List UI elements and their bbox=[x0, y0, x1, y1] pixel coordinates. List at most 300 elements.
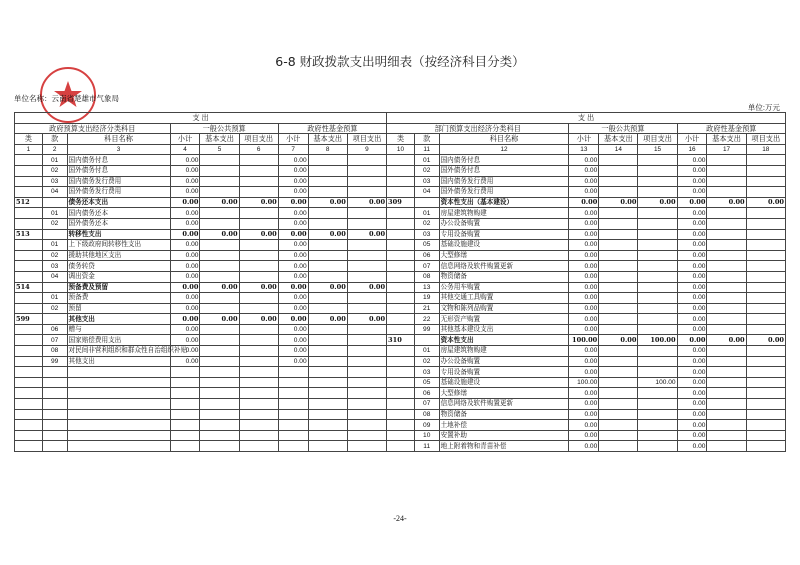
right-cell bbox=[599, 377, 638, 388]
left-cell bbox=[200, 324, 239, 335]
left-cell bbox=[347, 420, 386, 431]
table-row bbox=[15, 409, 786, 420]
table-row bbox=[15, 229, 786, 240]
right-cell: 0.00 bbox=[746, 335, 785, 346]
left-cell bbox=[239, 377, 278, 388]
left-cell bbox=[347, 250, 386, 261]
left-cell: 0.00 bbox=[200, 282, 239, 293]
right-cell: 08 bbox=[414, 409, 439, 420]
left-cell bbox=[170, 420, 200, 431]
left-cell: 0.00 bbox=[170, 261, 200, 272]
left-cell: 99 bbox=[42, 356, 67, 367]
right-cell: 大型修缮 bbox=[439, 388, 569, 399]
left-cell bbox=[170, 377, 200, 388]
right-cell bbox=[599, 430, 638, 441]
right-cell bbox=[638, 271, 677, 282]
left-cell: 03 bbox=[42, 261, 67, 272]
left-cell bbox=[308, 240, 347, 251]
right-cell bbox=[387, 409, 415, 420]
left-cell: 07 bbox=[42, 335, 67, 346]
left-cell bbox=[200, 346, 239, 357]
left-cell: 02 bbox=[42, 303, 67, 314]
right-cell: 07 bbox=[414, 261, 439, 272]
right-cell bbox=[387, 187, 415, 198]
right-cell bbox=[638, 399, 677, 410]
right-cell bbox=[638, 409, 677, 420]
right-cell bbox=[638, 240, 677, 251]
left-cell bbox=[308, 303, 347, 314]
right-cell bbox=[638, 218, 677, 229]
left-cell bbox=[15, 367, 43, 378]
table-row bbox=[15, 271, 786, 282]
right-cell bbox=[599, 250, 638, 261]
right-cell: 国外债务付息 bbox=[439, 165, 569, 176]
right-cell bbox=[638, 208, 677, 219]
subheader-kuan: 款 bbox=[414, 134, 439, 145]
right-cell: 0.00 bbox=[569, 346, 599, 357]
right-cell: 08 bbox=[414, 271, 439, 282]
left-cell bbox=[15, 399, 43, 410]
left-cell: 0.00 bbox=[170, 229, 200, 240]
left-cell: 513 bbox=[15, 229, 43, 240]
right-cell: 06 bbox=[414, 388, 439, 399]
left-cell bbox=[347, 399, 386, 410]
left-cell bbox=[239, 388, 278, 399]
left-cell bbox=[239, 250, 278, 261]
left-cell bbox=[347, 271, 386, 282]
left-cell: 514 bbox=[15, 282, 43, 293]
left-cell bbox=[170, 430, 200, 441]
left-cell: 上下级政府间转移性支出 bbox=[67, 240, 170, 251]
right-cell bbox=[387, 218, 415, 229]
right-cell bbox=[638, 293, 677, 304]
left-cell bbox=[200, 367, 239, 378]
left-cell bbox=[347, 430, 386, 441]
column-number: 18 bbox=[746, 144, 785, 155]
right-cell bbox=[707, 441, 746, 452]
left-cell bbox=[15, 240, 43, 251]
table-row bbox=[15, 187, 786, 198]
left-cell: 其他支出 bbox=[67, 314, 170, 325]
left-cell bbox=[239, 356, 278, 367]
left-cell bbox=[239, 441, 278, 452]
left-cell: 0.00 bbox=[278, 250, 308, 261]
right-cell: 文物和陈列品购置 bbox=[439, 303, 569, 314]
right-cell bbox=[746, 218, 785, 229]
left-cell bbox=[278, 367, 308, 378]
left-cell: 对民间非营利组织和群众性自治组织补贴 bbox=[68, 347, 188, 355]
left-cell: 0.00 bbox=[308, 229, 347, 240]
right-cell bbox=[707, 346, 746, 357]
page-number: -24- bbox=[393, 514, 407, 523]
left-cell bbox=[347, 388, 386, 399]
right-cell bbox=[707, 240, 746, 251]
right-cell: 0.00 bbox=[569, 165, 599, 176]
left-cell bbox=[200, 271, 239, 282]
left-cell: 债务转贷 bbox=[67, 261, 170, 272]
page-title: 6-8 财政拨款支出明细表（按经济科目分类） bbox=[275, 54, 525, 69]
left-cell bbox=[15, 271, 43, 282]
header-general-left: 一般公共预算 bbox=[170, 123, 278, 134]
left-cell bbox=[308, 187, 347, 198]
right-cell: 国内债务发行费用 bbox=[439, 176, 569, 187]
subheader-kuan: 款 bbox=[42, 134, 67, 145]
left-cell bbox=[42, 367, 67, 378]
left-cell bbox=[239, 367, 278, 378]
right-cell bbox=[387, 314, 415, 325]
table-row bbox=[15, 367, 786, 378]
right-cell: 0.00 bbox=[677, 271, 707, 282]
left-cell bbox=[200, 388, 239, 399]
left-cell bbox=[278, 399, 308, 410]
right-cell bbox=[638, 155, 677, 166]
right-cell: 01 bbox=[414, 346, 439, 357]
left-cell bbox=[67, 430, 170, 441]
right-cell: 0.00 bbox=[569, 409, 599, 420]
subheader-xiangmu: 项目支出 bbox=[638, 134, 677, 145]
right-cell: 土地补偿 bbox=[439, 420, 569, 431]
column-number: 6 bbox=[239, 144, 278, 155]
left-cell: 0.00 bbox=[170, 176, 200, 187]
table-row bbox=[15, 165, 786, 176]
subheader-xiaoji: 小计 bbox=[569, 134, 599, 145]
left-cell bbox=[308, 420, 347, 431]
right-cell bbox=[707, 187, 746, 198]
right-cell bbox=[707, 176, 746, 187]
left-cell: 0.00 bbox=[170, 303, 200, 314]
left-cell bbox=[15, 420, 43, 431]
right-cell bbox=[746, 441, 785, 452]
right-cell: 0.00 bbox=[677, 208, 707, 219]
left-cell bbox=[42, 229, 67, 240]
left-cell: 调出资金 bbox=[67, 271, 170, 282]
left-cell bbox=[200, 261, 239, 272]
column-number: 17 bbox=[707, 144, 746, 155]
left-cell bbox=[347, 176, 386, 187]
right-cell bbox=[707, 324, 746, 335]
table-row bbox=[15, 356, 786, 367]
left-cell bbox=[239, 335, 278, 346]
right-cell bbox=[638, 261, 677, 272]
column-number: 9 bbox=[347, 144, 386, 155]
left-cell bbox=[239, 324, 278, 335]
left-cell bbox=[239, 240, 278, 251]
left-cell bbox=[308, 441, 347, 452]
right-cell bbox=[599, 187, 638, 198]
right-cell: 05 bbox=[414, 377, 439, 388]
left-cell bbox=[15, 430, 43, 441]
left-cell bbox=[200, 441, 239, 452]
left-cell bbox=[308, 335, 347, 346]
left-cell: 0.00 bbox=[170, 165, 200, 176]
right-cell bbox=[638, 165, 677, 176]
right-cell bbox=[599, 399, 638, 410]
right-cell bbox=[387, 303, 415, 314]
right-cell bbox=[707, 293, 746, 304]
right-cell: 0.00 bbox=[677, 176, 707, 187]
left-cell: 0.00 bbox=[170, 324, 200, 335]
right-cell: 22 bbox=[414, 314, 439, 325]
left-cell bbox=[239, 208, 278, 219]
left-cell bbox=[347, 324, 386, 335]
subheader-xiangmu: 项目支出 bbox=[746, 134, 785, 145]
right-cell: 0.00 bbox=[569, 314, 599, 325]
right-cell bbox=[746, 261, 785, 272]
left-cell bbox=[15, 324, 43, 335]
right-cell: 19 bbox=[414, 293, 439, 304]
left-cell bbox=[42, 388, 67, 399]
left-cell bbox=[200, 293, 239, 304]
left-cell: 0.00 bbox=[170, 282, 200, 293]
right-cell bbox=[599, 346, 638, 357]
header-left-group: 政府预算支出经济分类科目 bbox=[15, 123, 171, 134]
table-row bbox=[15, 261, 786, 272]
table-row bbox=[15, 377, 786, 388]
left-cell: 预备费 bbox=[67, 293, 170, 304]
right-cell bbox=[599, 303, 638, 314]
left-cell bbox=[308, 388, 347, 399]
column-number: 1 bbox=[15, 144, 43, 155]
right-cell bbox=[599, 388, 638, 399]
header-fund-left: 政府性基金预算 bbox=[278, 123, 386, 134]
right-cell: 01 bbox=[414, 208, 439, 219]
right-cell: 0.00 bbox=[677, 420, 707, 431]
left-cell: 其他支出 bbox=[67, 356, 170, 367]
left-cell bbox=[239, 261, 278, 272]
left-cell: 0.00 bbox=[200, 197, 239, 208]
right-cell bbox=[746, 388, 785, 399]
right-cell bbox=[746, 420, 785, 431]
left-cell: 0.00 bbox=[278, 282, 308, 293]
right-cell: 专用设备购置 bbox=[439, 367, 569, 378]
right-cell: 0.00 bbox=[569, 293, 599, 304]
column-number: 11 bbox=[414, 144, 439, 155]
left-cell: 0.00 bbox=[170, 346, 200, 357]
right-cell: 310 bbox=[387, 335, 415, 346]
right-cell bbox=[746, 324, 785, 335]
left-cell bbox=[200, 187, 239, 198]
right-cell bbox=[414, 197, 439, 208]
left-cell: 国内债务付息 bbox=[67, 155, 170, 166]
left-cell bbox=[308, 409, 347, 420]
left-cell bbox=[170, 367, 200, 378]
table-row bbox=[15, 250, 786, 261]
right-cell bbox=[599, 176, 638, 187]
right-cell bbox=[746, 155, 785, 166]
left-cell: 转移性支出 bbox=[67, 229, 170, 240]
right-cell bbox=[599, 155, 638, 166]
right-cell: 02 bbox=[414, 165, 439, 176]
left-cell bbox=[200, 240, 239, 251]
right-cell: 0.00 bbox=[677, 229, 707, 240]
left-cell bbox=[308, 377, 347, 388]
right-cell: 其他交通工具购置 bbox=[439, 293, 569, 304]
right-cell bbox=[707, 261, 746, 272]
left-cell: 国外债务发行费用 bbox=[67, 187, 170, 198]
left-cell: 0.00 bbox=[278, 208, 308, 219]
right-cell: 0.00 bbox=[599, 197, 638, 208]
left-cell: 国家赔偿费用支出 bbox=[67, 335, 170, 346]
left-cell bbox=[239, 420, 278, 431]
left-cell: 赠与 bbox=[67, 324, 170, 335]
right-cell: 物资储备 bbox=[439, 271, 569, 282]
left-cell: 0.00 bbox=[347, 197, 386, 208]
right-cell: 信息网络及软件购置更新 bbox=[439, 399, 569, 410]
left-cell bbox=[15, 165, 43, 176]
left-cell: 0.00 bbox=[278, 261, 308, 272]
subheader-jiben: 基本支出 bbox=[308, 134, 347, 145]
right-cell bbox=[599, 409, 638, 420]
right-cell: 0.00 bbox=[677, 367, 707, 378]
right-cell bbox=[746, 356, 785, 367]
right-cell: 0.00 bbox=[677, 240, 707, 251]
right-cell: 0.00 bbox=[677, 282, 707, 293]
right-cell: 0.00 bbox=[569, 176, 599, 187]
left-cell bbox=[347, 218, 386, 229]
right-cell bbox=[387, 155, 415, 166]
right-cell bbox=[746, 208, 785, 219]
right-cell bbox=[707, 303, 746, 314]
right-cell bbox=[638, 324, 677, 335]
left-cell: 0.00 bbox=[308, 282, 347, 293]
left-cell bbox=[15, 346, 43, 357]
right-cell: 13 bbox=[414, 282, 439, 293]
right-cell: 01 bbox=[414, 155, 439, 166]
left-cell: 0.00 bbox=[200, 229, 239, 240]
right-cell bbox=[387, 250, 415, 261]
right-cell: 0.00 bbox=[677, 399, 707, 410]
right-cell bbox=[707, 430, 746, 441]
left-cell: 01 bbox=[42, 240, 67, 251]
right-cell bbox=[707, 377, 746, 388]
column-number: 12 bbox=[439, 144, 569, 155]
right-cell: 09 bbox=[414, 420, 439, 431]
left-cell: 0.00 bbox=[170, 271, 200, 282]
left-cell bbox=[239, 409, 278, 420]
left-cell: 0.00 bbox=[239, 282, 278, 293]
left-cell: 0.00 bbox=[239, 197, 278, 208]
left-cell: 0.00 bbox=[278, 324, 308, 335]
left-cell bbox=[239, 176, 278, 187]
left-cell bbox=[15, 250, 43, 261]
left-cell: 国外债务还本 bbox=[67, 218, 170, 229]
right-cell: 0.00 bbox=[677, 441, 707, 452]
left-cell bbox=[278, 377, 308, 388]
expenditure-table bbox=[14, 112, 786, 452]
left-cell bbox=[347, 441, 386, 452]
right-cell: 03 bbox=[414, 229, 439, 240]
left-cell bbox=[15, 261, 43, 272]
right-cell bbox=[638, 229, 677, 240]
left-cell bbox=[308, 430, 347, 441]
left-cell bbox=[239, 155, 278, 166]
left-cell bbox=[239, 187, 278, 198]
right-cell: 专用设备购置 bbox=[439, 229, 569, 240]
right-cell bbox=[387, 208, 415, 219]
header-right-group: 部门预算支出经济分类科目 bbox=[387, 123, 569, 134]
right-cell bbox=[746, 346, 785, 357]
subheader-lei: 类 bbox=[15, 134, 43, 145]
right-cell: 0.00 bbox=[569, 303, 599, 314]
right-cell: 100.00 bbox=[638, 335, 677, 346]
right-cell: 国内债务付息 bbox=[439, 155, 569, 166]
left-cell: 0.00 bbox=[239, 229, 278, 240]
left-cell: 0.00 bbox=[278, 229, 308, 240]
left-cell bbox=[200, 409, 239, 420]
right-cell bbox=[387, 240, 415, 251]
left-cell: 0.00 bbox=[278, 346, 308, 357]
right-cell: 0.00 bbox=[569, 420, 599, 431]
right-cell bbox=[746, 240, 785, 251]
right-cell: 0.00 bbox=[569, 356, 599, 367]
column-number: 14 bbox=[599, 144, 638, 155]
right-cell: 0.00 bbox=[569, 197, 599, 208]
left-cell: 0.00 bbox=[170, 250, 200, 261]
left-cell bbox=[347, 346, 386, 357]
subheader-xiangmu: 项目支出 bbox=[347, 134, 386, 145]
right-cell: 资本性支出（基本建设） bbox=[439, 197, 569, 208]
left-cell bbox=[308, 356, 347, 367]
table-row bbox=[15, 430, 786, 441]
right-cell bbox=[387, 271, 415, 282]
right-cell: 国外债务发行费用 bbox=[439, 187, 569, 198]
left-cell: 08 bbox=[42, 346, 67, 357]
left-cell bbox=[67, 388, 170, 399]
left-cell bbox=[308, 155, 347, 166]
left-cell bbox=[200, 176, 239, 187]
right-cell bbox=[387, 430, 415, 441]
right-cell: 309 bbox=[387, 197, 415, 208]
right-cell: 0.00 bbox=[569, 218, 599, 229]
header-zhichu-right: 支 出 bbox=[387, 113, 786, 124]
right-cell bbox=[599, 282, 638, 293]
right-cell bbox=[638, 176, 677, 187]
column-number: 8 bbox=[308, 144, 347, 155]
right-cell: 0.00 bbox=[569, 155, 599, 166]
column-number: 5 bbox=[200, 144, 239, 155]
right-cell: 03 bbox=[414, 176, 439, 187]
right-cell bbox=[746, 409, 785, 420]
right-cell bbox=[638, 388, 677, 399]
right-cell: 0.00 bbox=[677, 250, 707, 261]
left-cell bbox=[15, 218, 43, 229]
right-cell: 100.00 bbox=[569, 377, 599, 388]
right-cell bbox=[387, 176, 415, 187]
left-cell: 0.00 bbox=[278, 176, 308, 187]
left-cell bbox=[42, 377, 67, 388]
right-cell: 办公设备购置 bbox=[439, 356, 569, 367]
column-number: 3 bbox=[67, 144, 170, 155]
left-cell: 0.00 bbox=[278, 271, 308, 282]
right-cell: 0.00 bbox=[746, 197, 785, 208]
right-cell bbox=[746, 250, 785, 261]
right-cell: 99 bbox=[414, 324, 439, 335]
right-cell bbox=[746, 271, 785, 282]
left-cell bbox=[347, 155, 386, 166]
right-cell: 03 bbox=[414, 367, 439, 378]
right-cell: 02 bbox=[414, 356, 439, 367]
left-cell: 债务还本支出 bbox=[67, 197, 170, 208]
table-row bbox=[15, 388, 786, 399]
right-cell bbox=[599, 229, 638, 240]
right-cell: 0.00 bbox=[599, 335, 638, 346]
left-cell: 预备费及预留 bbox=[67, 282, 170, 293]
left-cell bbox=[42, 430, 67, 441]
right-cell: 0.00 bbox=[569, 261, 599, 272]
right-cell bbox=[746, 303, 785, 314]
table-row bbox=[15, 240, 786, 251]
right-cell: 0.00 bbox=[569, 250, 599, 261]
